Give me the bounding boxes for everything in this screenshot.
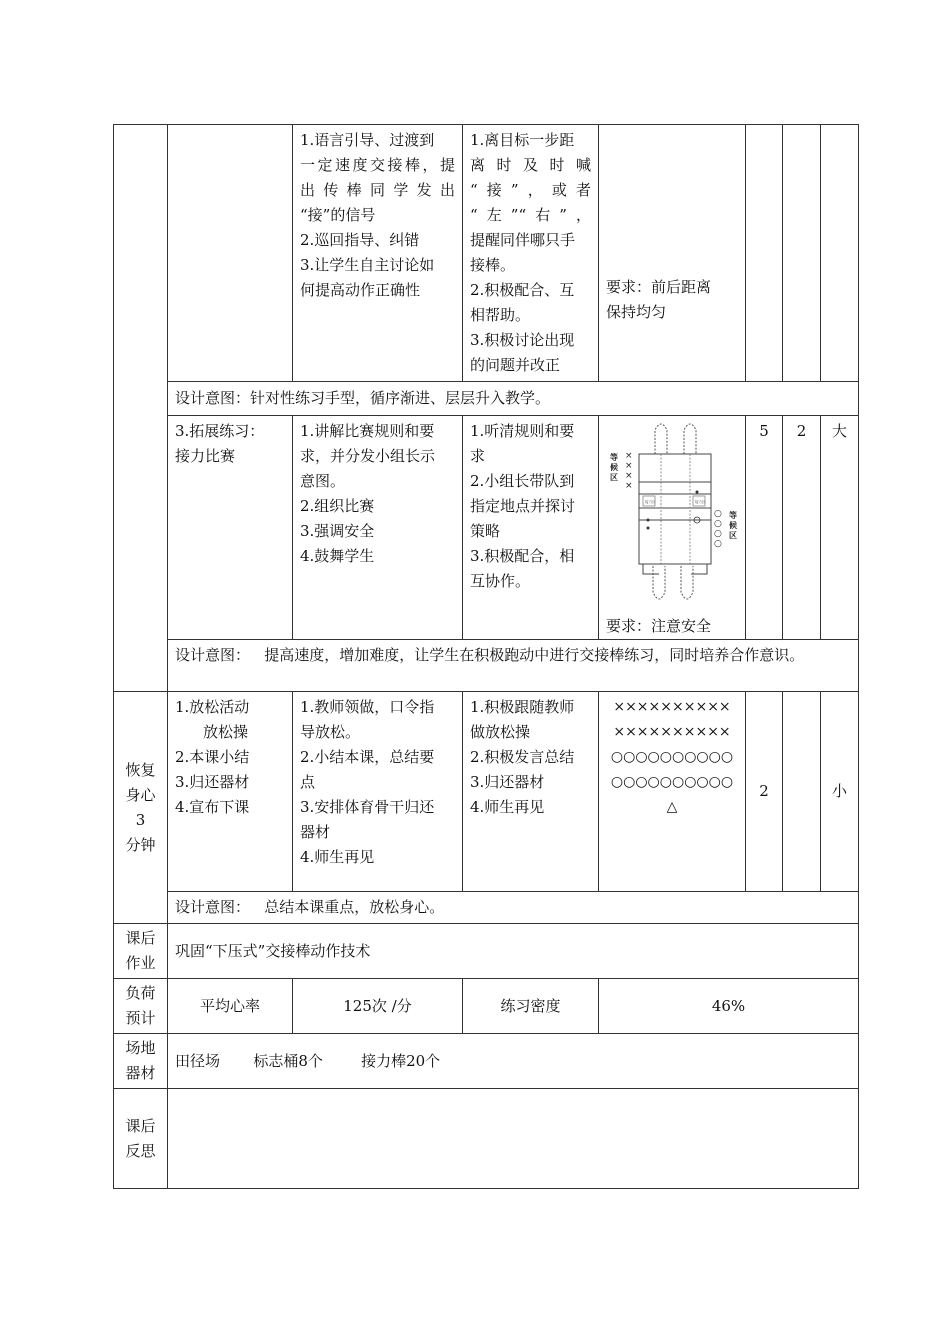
content-cell-1 (168, 125, 293, 382)
exchange-zone-label-left: 接力区 (645, 500, 656, 504)
wait-area-right-char-1: 等 (729, 511, 737, 520)
cooldown-row (114, 692, 859, 892)
equipment-label: 场地 器材 (114, 1034, 168, 1089)
waiting-circle-3: ○ (714, 529, 722, 539)
load-row (114, 979, 859, 1034)
density-value: 46% (599, 979, 859, 1034)
stage-cell-main (114, 125, 168, 692)
reflection-label: 课后 反思 (114, 1089, 168, 1189)
times-cell-2: 5 (746, 416, 783, 640)
design-intent-3: 设计意图： 总结本课重点，放松身心。 (168, 892, 859, 924)
waiting-cross-4: × (625, 481, 633, 491)
waiting-circle-1: ○ (714, 509, 722, 519)
waiting-cross-1: × (625, 451, 633, 461)
teacher-activity-2: 1.讲解比赛规则和要 求，并分发小组长示 意图。 2.组织比赛 3.强调安全 4.鼓舞学生 (293, 416, 463, 640)
relay-marker-dot-3 (696, 491, 699, 494)
design-intent-2: 设计意图： 提高速度，增加难度，让学生在积极跑动中进行交接棒练习，同时培养合作意识。 (168, 640, 859, 692)
equipment-text: 田径场 标志桶8个 接力棒20个 (168, 1034, 859, 1089)
stage-cooldown: 恢复 身心 3 分钟 (114, 692, 168, 924)
design-intent-row-2 (114, 640, 859, 692)
wait-area-left-char-1: 等 (610, 453, 618, 462)
wait-area-right-char-2: 候 (729, 521, 737, 530)
waiting-cross-3: × (625, 471, 633, 481)
cooldown-teacher: 1.教师领做，口令指 导放松。 2.小结本课，总结要 点 3.安排体育骨干归还 器材 4.师生再见 (293, 692, 463, 892)
requirement-text: 要求：前后距离 (606, 278, 712, 296)
homework-row (114, 924, 859, 979)
relay-marker-dot-1 (647, 519, 650, 522)
safety-requirement: 要求：注意安全 (606, 617, 712, 635)
wait-area-right-char-3: 区 (729, 531, 737, 540)
waiting-circle-4: ○ (714, 539, 722, 549)
times-cell-1 (746, 125, 783, 382)
cooldown-minutes (783, 692, 821, 892)
student-activity-2: 1.听清规则和要 求 2.小组长带队到 指定地点并探讨 策略 3.积极配合，相 互协作。 (463, 416, 599, 640)
heart-rate-value: 125次 /分 (293, 979, 463, 1034)
heart-rate-label: 平均心率 (168, 979, 293, 1034)
reflection-row (114, 1089, 859, 1189)
teacher-activity-1: 1.语言引导、过渡到 一定速度交接棒，提 出传棒同学发出 “接”的信号 2.巡回指导、纠错 3.让学生自主讨论如 何提高动作正确性 (293, 125, 463, 382)
teacher-position-triangle: △ (666, 799, 678, 815)
practice-row-2 (114, 416, 859, 640)
minutes-cell-2: 2 (783, 416, 821, 640)
reflection-text (168, 1089, 859, 1189)
waiting-cross-2: × (625, 461, 633, 471)
wait-area-left-char-2: 候 (610, 463, 618, 472)
equipment-row (114, 1034, 859, 1089)
cooldown-content: 1.放松活动 放松操 2.本课小结 3.归还器材 4.宣布下课 (168, 692, 293, 892)
homework-text: 巩固“下压式”交接棒动作技术 (168, 924, 859, 979)
field-rect (639, 454, 711, 564)
design-intent-1: 设计意图：针对性练习手型，循序渐进、层层升入教学。 (168, 382, 859, 416)
design-intent-row-3 (114, 892, 859, 924)
content-cell-2: 3.拓展练习： 接力比赛 (168, 416, 293, 640)
cooldown-times: 2 (746, 692, 783, 892)
load-label: 负荷 预计 (114, 979, 168, 1034)
practice-row-1 (114, 125, 859, 382)
relay-diagram-cell (599, 416, 746, 640)
cooldown-intensity: 小 (821, 692, 859, 892)
minutes-cell-1 (783, 125, 821, 382)
waiting-circle-2: ○ (714, 519, 722, 529)
homework-label: 课后 作业 (114, 924, 168, 979)
lesson-plan-table (113, 124, 859, 1189)
cooldown-formation: ×××××××××× ×××××××××× ○○○○○○○○○○ ○○○○○○○○○○ △ (599, 692, 746, 892)
organization-cell-1: 要求：前后距离 保持均匀 (599, 125, 746, 382)
intensity-cell-2: 大 (821, 416, 859, 640)
intensity-cell-1 (821, 125, 859, 382)
relay-marker-dot-2 (647, 527, 650, 530)
student-activity-1: 1.离目标一步距 离时及时喊 “接”，或者 “左”“右”， 提醒同伴哪只手 接棒。 2.积极配合、互 相帮助。 3.积极讨论出现 的问题并改正 (463, 125, 599, 382)
design-intent-row-1 (114, 382, 859, 416)
bottom-corner-left (643, 564, 659, 574)
top-lane-right (684, 424, 696, 454)
density-label: 练习密度 (463, 979, 599, 1034)
bottom-lane-right (681, 566, 693, 599)
cooldown-student: 1.积极跟随教师 做放松操 2.积极发言总结 3.归还器材 4.师生再见 (463, 692, 599, 892)
bottom-lane-left (653, 566, 665, 599)
exchange-zone-label-right: 接力区 (695, 500, 706, 504)
top-lane-left (655, 424, 667, 454)
relay-field-diagram (599, 416, 746, 606)
wait-area-left-char-3: 区 (610, 473, 618, 482)
